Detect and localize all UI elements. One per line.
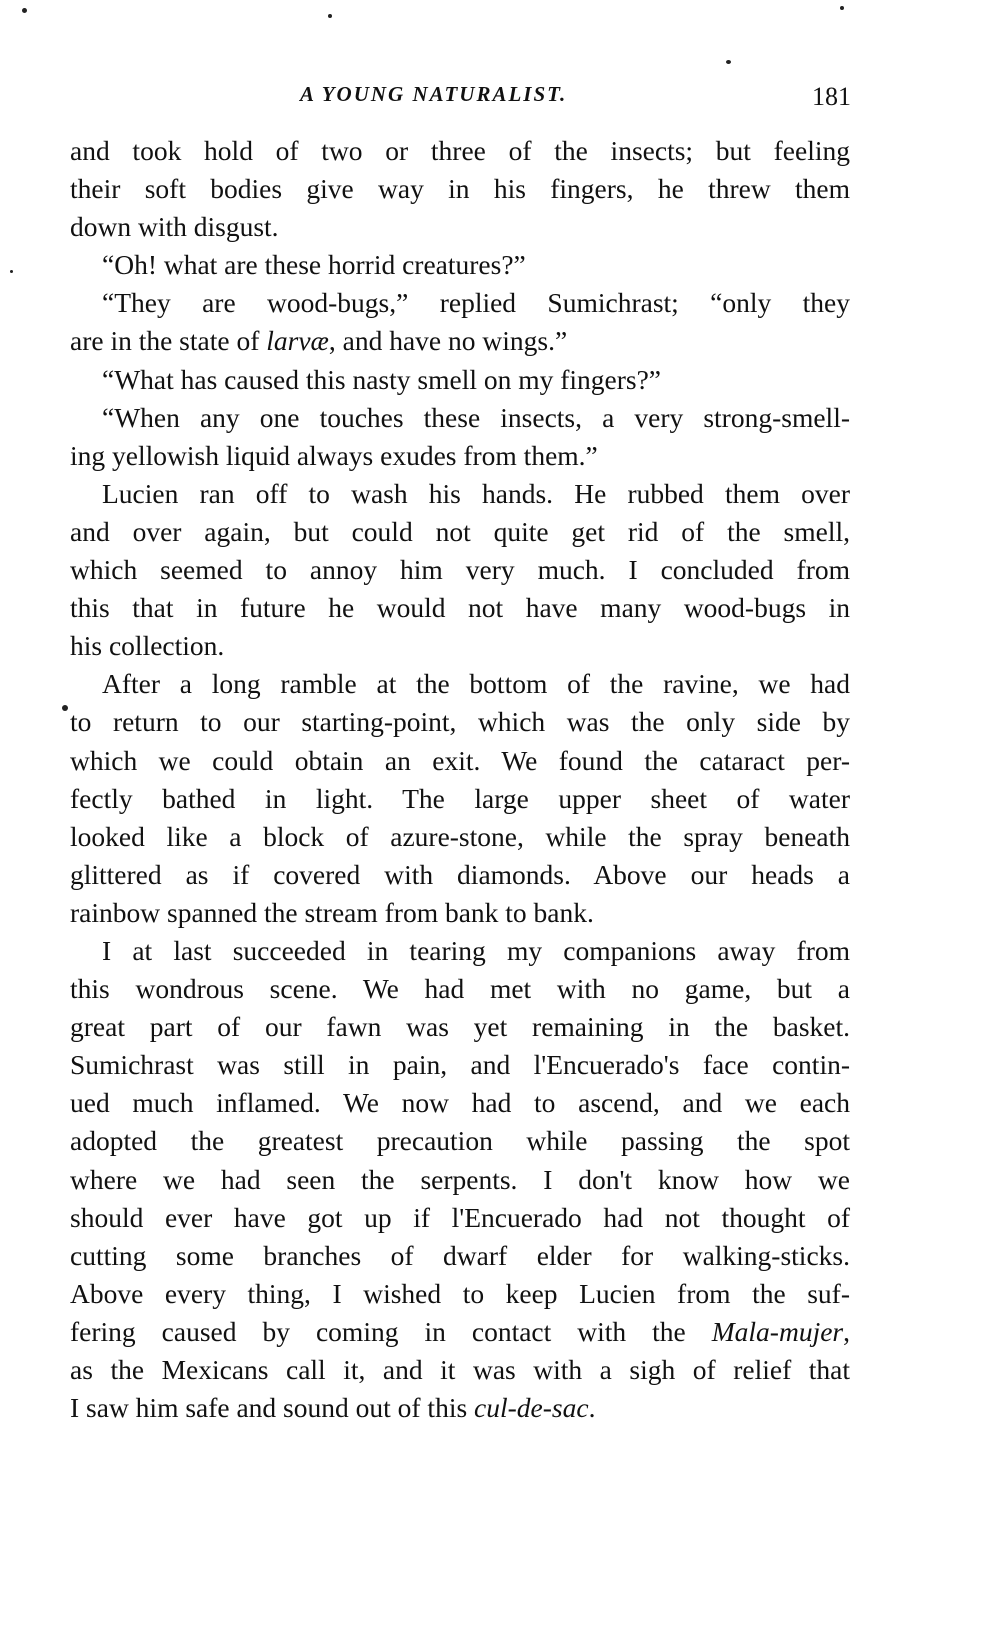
paragraph <box>70 665 850 932</box>
italic-text: larvæ <box>266 325 329 357</box>
text-line: Sumichrast was still in pain, and l'Encuerado's face contin- <box>70 1049 850 1081</box>
text-segment: are in the state of <box>70 325 267 357</box>
paragraph <box>70 399 850 475</box>
text-line: Above every thing, I wished to keep Lucien from the suf- <box>70 1277 850 1309</box>
text-line: to return to our starting-point, which was the only side by <box>70 706 850 738</box>
text-line: Lucien ran off to wash his hands. He rubbed them over <box>102 477 850 509</box>
text-line: ing yellowish liquid always exudes from them.” <box>70 439 598 471</box>
text-segment: , and have no wings.” <box>328 325 568 357</box>
paragraph <box>70 246 850 284</box>
text-line <box>70 1313 850 1351</box>
text-line: their soft bodies give way in his fingers, he threw them <box>70 173 850 205</box>
text-line: “When any one touches these insects, a very strong-smell- <box>102 401 850 433</box>
text-line: his collection. <box>70 630 225 662</box>
text-segment: , <box>843 1315 850 1347</box>
text-segment: fering caused by coming in contact with the <box>70 1315 712 1347</box>
text-line: After a long ramble at the bottom of the ravine, we had <box>102 668 850 700</box>
text-line: “Oh! what are these horrid creatures?” <box>102 249 526 281</box>
text-line: “They are wood-bugs,” replied Sumichrast; “only they <box>102 287 850 319</box>
text-segment: . <box>588 1392 596 1424</box>
text-line: and over again, but could not quite get rid of the smell, <box>70 515 850 547</box>
paragraph <box>70 132 850 246</box>
text-line: and took hold of two or three of the insects; but feeling <box>70 135 850 166</box>
text-line: fectly bathed in light. The large upper sheet of water <box>70 782 850 814</box>
paragraph <box>70 932 850 1427</box>
body-text <box>70 132 850 1427</box>
running-title: A YOUNG NATURALIST. <box>300 82 568 106</box>
paragraph <box>70 475 850 665</box>
scan-speck <box>10 270 13 273</box>
text-line: which we could obtain an exit. We found the cataract per- <box>70 744 850 776</box>
text-line: great part of our fawn was yet remaining in the basket. <box>70 1011 850 1043</box>
text-line: should ever have got up if l'Encuerado had not thought of <box>70 1201 850 1233</box>
text-line: glittered as if covered with diamonds. Above our heads a <box>70 858 850 890</box>
text-line: as the Mexicans call it, and it was with a sigh of relief that <box>70 1354 850 1385</box>
text-line <box>70 1389 850 1427</box>
text-line: where we had seen the serpents. I don't know how we <box>70 1163 850 1195</box>
text-line: this that in future he would not have many wood-bugs in <box>70 592 850 624</box>
scan-speck <box>840 6 844 10</box>
page-number: 181 <box>812 82 851 111</box>
text-line: I at last succeeded in tearing my companions away from <box>102 934 850 966</box>
text-line: cutting some branches of dwarf elder for walking-sticks. <box>70 1239 850 1271</box>
text-line: “What has caused this nasty smell on my fingers?” <box>102 363 662 395</box>
text-line: which seemed to annoy him very much. I concluded from <box>70 554 850 586</box>
scan-speck <box>22 8 27 13</box>
text-line: down with disgust. <box>70 211 279 243</box>
scan-speck <box>62 705 68 711</box>
text-segment: I saw him safe and sound out of this <box>70 1392 475 1424</box>
italic-text: cul-de-sac <box>474 1392 589 1424</box>
paragraph <box>70 284 850 360</box>
text-line: adopted the greatest precaution while passing the spot <box>70 1125 850 1157</box>
page-header <box>0 78 997 118</box>
text-line: this wondrous scene. We had met with no game, but a <box>70 973 850 1005</box>
text-line: rainbow spanned the stream from bank to bank. <box>70 896 594 928</box>
text-line: ued much inflamed. We now had to ascend, and we each <box>70 1087 850 1119</box>
text-line: looked like a block of azure-stone, while the spray beneath <box>70 820 850 852</box>
scan-speck <box>328 14 332 18</box>
text-line <box>70 322 850 360</box>
paragraph <box>70 361 850 399</box>
italic-text: Mala-mujer <box>711 1315 844 1347</box>
scan-speck <box>726 60 731 64</box>
